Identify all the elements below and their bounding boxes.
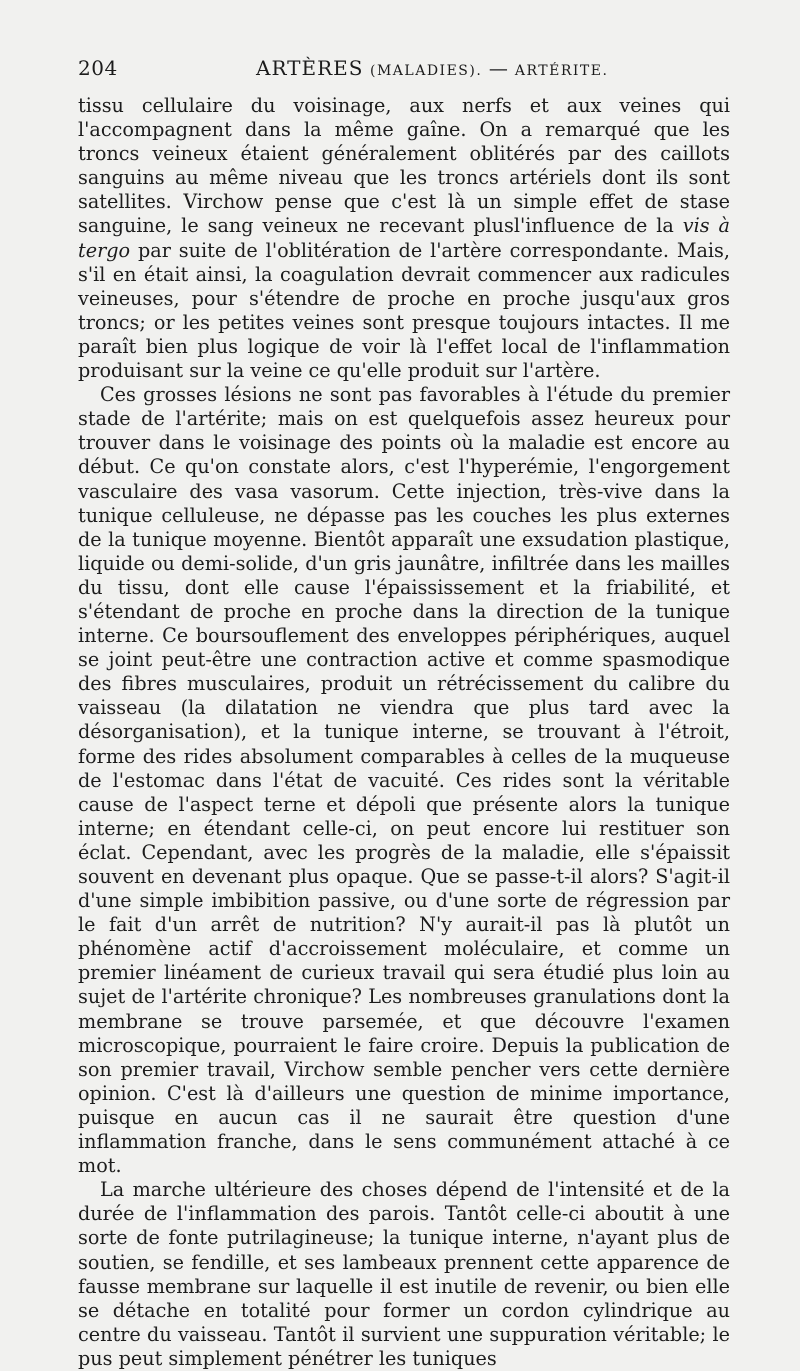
paragraph-1	[78, 94, 730, 383]
paragraph-1-text-before: tissu cellulaire du voisinage, aux nerfs et aux veines qui l'accompagnent dans la même gaîne. On a remarqué que les troncs veineux étaient généralement oblitérés par des caillots sanguins au même niveau que les troncs artériels dont ils sont satellites. Virchow pense que c'est là un simple effet de stase sanguine, le sang veineux ne recevant plusl'influence de la	[78, 94, 730, 238]
running-title-section: ARTÉRITE.	[514, 63, 609, 79]
body-text	[78, 94, 730, 1371]
paragraph-2: Ces grosses lésions ne sont pas favorables à l'étude du premier stade de l'artérite; mais on est quelquefois assez heureux pour trouver dans le voisinage des points où la maladie est encore au début. Ce qu'on constate alors, c'est l'hyperémie, l'engorgement vasculaire des vasa vasorum. Cette injection, très-vive dans la tunique celluleuse, ne dépasse pas les couches les plus externes de la tunique moyenne. Bientôt apparaît une exsudation plastique, liquide ou demi-solide, d'un gris jaunâtre, infiltrée dans les mailles du tissu, dont elle cause l'épaississement et la friabilité, et s'étendant de proche en proche dans la direction de la tunique interne. Ce boursouflement des enveloppes périphériques, auquel se joint peut-être une contraction active et comme spasmodique des fibres musculaires, produit un rétrécissement du calibre du vaisseau (la dilatation ne viendra que plus tard avec la désorganisation), et la tunique interne, se trouvant à l'étroit, forme des rides absolument comparables à celles de la muqueuse de l'estomac dans l'état de vacuité. Ces rides sont la véritable cause de l'aspect terne et dépoli que présente alors la tunique interne; en étendant celle-ci, on peut encore lui restituer son éclat. Cependant, avec les progrès de la maladie, elle s'épaissit souvent en devenant plus opaque. Que se passe-t-il alors? S'agit-il d'une simple imbibition passive, ou d'une sorte de régression par le fait d'un arrêt de nutrition? N'y aurait-il pas là plutôt un phénomène actif d'accroissement moléculaire, et comme un premier linéament de curieux travail qui sera étudié plus loin au sujet de l'artérite chronique? Les nombreuses granulations dont la membrane se trouve parsemée, et que découvre l'examen microscopique, pourraient le faire croire. Depuis la publication de son premier travail, Virchow semble pencher vers cette dernière opinion. C'est là d'ailleurs une question de minime importance, puisque en aucun cas il ne saurait être question d'une inflammation franche, dans le sens communément attaché à ce mot.	[78, 383, 730, 1178]
paragraph-3: La marche ultérieure des choses dépend de l'intensité et de la durée de l'inflammation des parois. Tantôt celle-ci aboutit à une sorte de fonte putrilagineuse; la tunique interne, n'ayant plus de soutien, se fendille, et ses lambeaux prennent cette apparence de fausse membrane sur laquelle il est inutile de revenir, ou bien elle se détache en totalité pour former un cordon cylindrique au centre du vaisseau. Tantôt il survient une suppuration véritable; le pus peut simplement pénétrer les tuniques	[78, 1178, 730, 1370]
running-head	[78, 56, 730, 94]
running-title-main: ARTÈRES	[256, 56, 364, 80]
running-title	[238, 56, 730, 80]
running-title-paren: (MALADIES).	[370, 63, 483, 79]
running-title-dash: —	[488, 58, 509, 80]
paragraph-1-text-after: par suite de l'oblitération de l'artère correspondante. Mais, s'il en était ainsi, la coagulation devrait commencer aux radicules veineuses, pour s'étendre de proche en proche jusqu'aux gros troncs; or les petites veines sont presque toujours intactes. Il me paraît bien plus logique de voir là l'effet local de l'inflammation produisant sur la veine ce qu'elle produit sur l'artère.	[78, 238, 730, 383]
paragraph-1-italic: vis à tergo	[78, 214, 730, 262]
page-number: 204	[78, 56, 118, 80]
